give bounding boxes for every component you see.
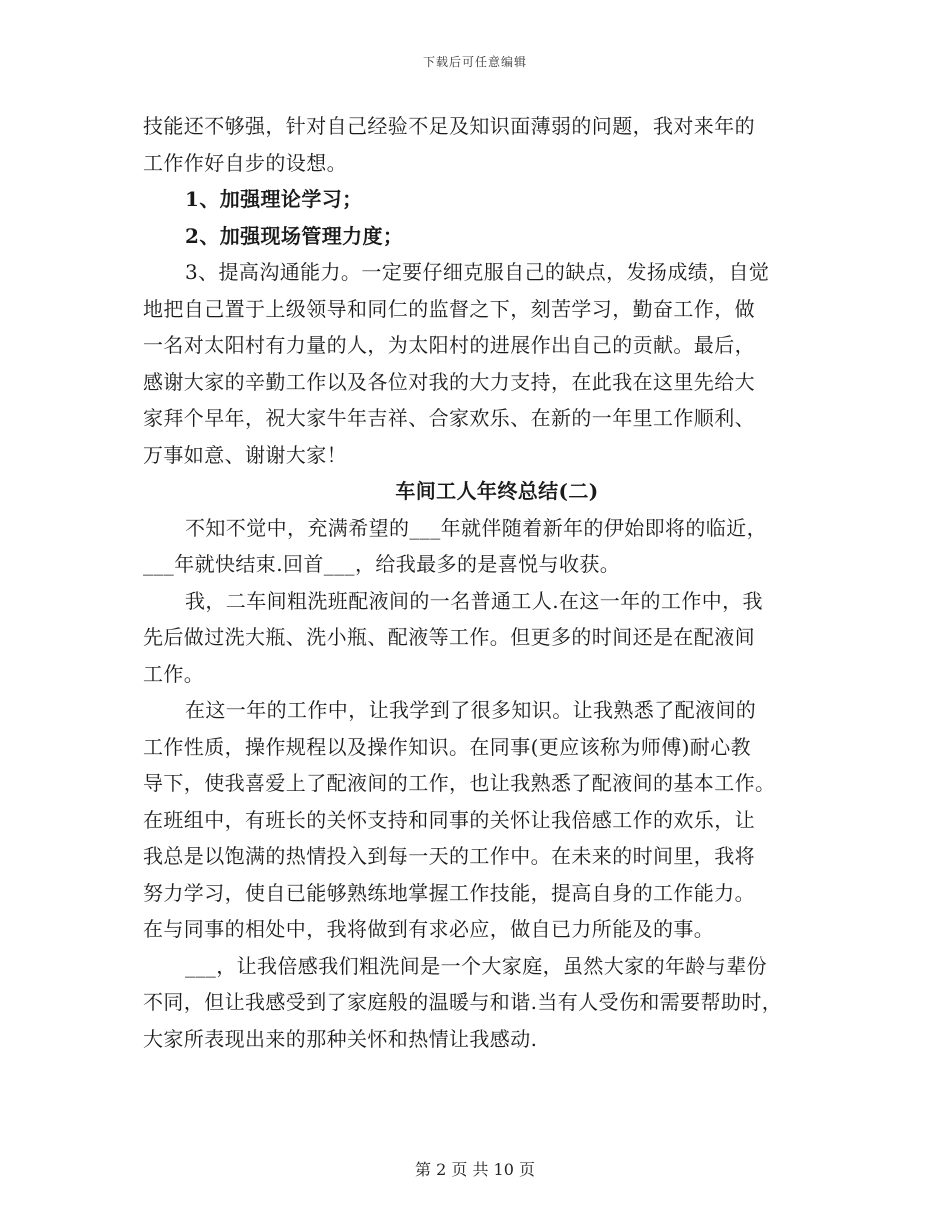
document-body <box>143 108 811 1057</box>
body-line: 万事如意、谢谢大家！ <box>143 442 347 467</box>
body-line: 技能还不够强，针对自己经验不足及知识面薄弱的问题，我对来年的 <box>143 114 755 138</box>
section-title: 车间工人年终总结(二) <box>395 479 599 503</box>
body-line: 在这一年的工作中，让我学到了很多知识。让我熟悉了配液间的 <box>185 698 757 722</box>
body-line: 不同，但让我感受到了家庭般的温暖与和谐.当有人受伤和需要帮助时， <box>143 990 783 1014</box>
body-line: 不知不觉中，充满希望的___年就伴随着新年的伊始即将的临近， <box>185 515 767 540</box>
page-number: 第 2 页 共 10 页 <box>415 1160 535 1179</box>
body-line: 在班组中，有班长的关怀支持和同事的关怀让我倍感工作的欢乐，让 <box>143 807 755 832</box>
body-line: 感谢大家的辛勤工作以及各位对我的大力支持，在此我在这里先给大 <box>143 369 755 394</box>
body-line: 努力学习，使自已能够熟练地掌握工作技能，提高自身的工作能力。 <box>143 880 755 905</box>
body-line: 先后做过洗大瓶、洗小瓶、配液等工作。但更多的时间还是在配液间 <box>143 625 755 649</box>
body-line: 我，二车间粗洗班配液间的一名普通工人.在这一年的工作中，我 <box>185 588 763 613</box>
body-line: 地把自己置于上级领导和同仁的监督之下，刻苦学习，勤奋工作，做 <box>143 296 755 321</box>
body-line: 家拜个早年，祝大家牛年吉祥、合家欢乐、在新的一年里工作顺利、 <box>143 406 755 430</box>
body-line: 3、提高沟通能力。一定要仔细克服自己的缺点，发扬成绩，自觉 <box>185 260 770 284</box>
list-item: 2、加强现场管理力度； <box>185 223 404 248</box>
body-line: 大家所表现出来的那种关怀和热情让我感动. <box>143 1026 538 1051</box>
body-line: 一名对太阳村有力量的人，为太阳村的进展作出自己的贡献。最后， <box>143 333 755 357</box>
body-line: ___年就快结束.回首___，给我最多的是喜悦与收获。 <box>143 552 621 576</box>
body-line: 在与同事的相处中，我将做到有求必应，做自已力所能及的事。 <box>143 917 715 941</box>
download-note: 下载后可任意编辑 <box>422 55 527 69</box>
list-item: 1、加强理论学习； <box>185 187 363 211</box>
body-line: 工作作好自步的设想。 <box>143 150 347 175</box>
body-line: 工作性质，操作规程以及操作知识。在同事(更应该称为师傅)耐心教 <box>143 734 752 759</box>
body-line: 导下，使我喜爱上了配液间的工作，也让我熟悉了配液间的基本工作。 <box>143 771 776 795</box>
body-line: ___，让我倍感我们粗洗间是一个大家庭，虽然大家的年龄与辈份 <box>185 953 767 978</box>
body-line: 工作。 <box>143 661 205 686</box>
body-line: 我总是以饱满的热情投入到每一天的工作中。在未来的时间里，我将 <box>143 844 755 868</box>
